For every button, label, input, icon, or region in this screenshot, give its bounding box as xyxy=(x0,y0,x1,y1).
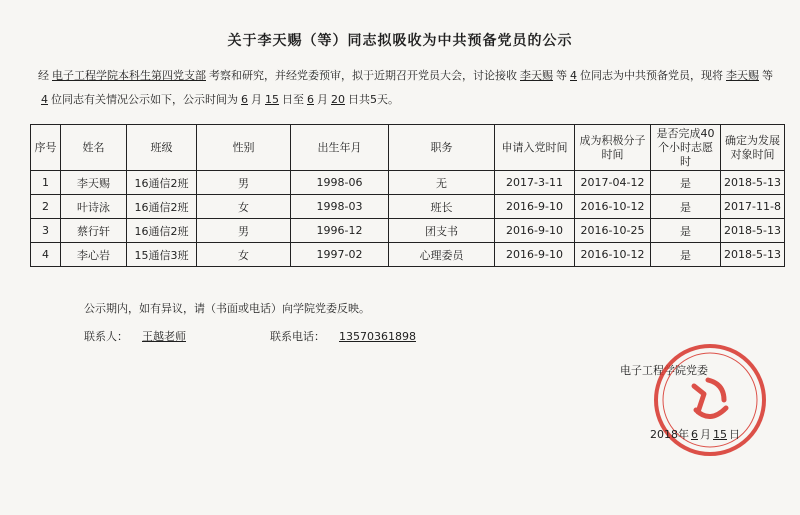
table-row xyxy=(31,219,785,243)
table-cell: 2017-04-12 xyxy=(575,171,651,195)
document-title: 关于李天赐（等）同志拟吸收为中共预备党员的公示 xyxy=(227,33,573,49)
column-header: 是否完成40个小时志愿时 xyxy=(651,125,721,171)
start-day: 15 xyxy=(265,93,279,106)
table-cell: 2018-5-13 xyxy=(721,171,785,195)
table-cell: 2016-10-12 xyxy=(575,195,651,219)
table-cell: 1998-06 xyxy=(291,171,389,195)
intro-text: 日共5天。 xyxy=(348,93,399,106)
contact-person-label: 联系人： xyxy=(84,330,128,343)
column-header: 序号 xyxy=(31,125,61,171)
table-cell: 男 xyxy=(197,219,291,243)
table-cell: 李心岩 xyxy=(61,243,127,267)
table-cell: 无 xyxy=(389,171,495,195)
table-cell: 团支书 xyxy=(389,219,495,243)
intro-text: 月 xyxy=(251,93,262,106)
column-header: 申请入党时间 xyxy=(495,125,575,171)
intro-text: 经 xyxy=(38,69,49,82)
table-cell: 女 xyxy=(197,243,291,267)
candidate-count: 4 xyxy=(41,93,48,106)
intro-paragraph xyxy=(38,64,778,112)
column-header: 确定为发展对象时间 xyxy=(721,125,785,171)
table-cell: 叶诗泳 xyxy=(61,195,127,219)
table-cell: 3 xyxy=(31,219,61,243)
column-header: 职务 xyxy=(389,125,495,171)
table-row xyxy=(31,171,785,195)
column-header: 出生年月 xyxy=(291,125,389,171)
table-cell: 2016-9-10 xyxy=(495,243,575,267)
issue-date xyxy=(650,426,740,442)
table-row xyxy=(31,243,785,267)
intro-text: 位同志为中共预备党员，现将 xyxy=(580,69,723,82)
table-row xyxy=(31,195,785,219)
intro-text: 等 xyxy=(556,69,567,82)
column-header: 成为积极分子时间 xyxy=(575,125,651,171)
date-text: 年 xyxy=(678,428,689,441)
table-cell: 李天赐 xyxy=(61,171,127,195)
table-header-row xyxy=(31,125,785,171)
intro-text: 考察和研究，并经党委预审，拟于近期召开党员大会，讨论接收 xyxy=(209,69,517,82)
intro-text: 月 xyxy=(317,93,328,106)
contact-person-name: 王越老师 xyxy=(142,330,186,343)
table-cell: 2 xyxy=(31,195,61,219)
table-cell: 女 xyxy=(197,195,291,219)
table-cell: 2016-9-10 xyxy=(495,219,575,243)
table-cell: 男 xyxy=(197,171,291,195)
table-cell: 是 xyxy=(651,171,721,195)
table-cell: 1 xyxy=(31,171,61,195)
table-cell: 1997-02 xyxy=(291,243,389,267)
issue-year: 2018 xyxy=(650,428,678,441)
date-text: 月 xyxy=(700,428,711,441)
table-cell: 16通信2班 xyxy=(127,171,197,195)
table-cell: 2016-10-12 xyxy=(575,243,651,267)
candidate-table xyxy=(30,124,785,267)
column-header: 班级 xyxy=(127,125,197,171)
table-cell: 是 xyxy=(651,243,721,267)
table-cell: 1998-03 xyxy=(291,195,389,219)
candidate-name: 李天赐 xyxy=(726,69,759,82)
column-header: 姓名 xyxy=(61,125,127,171)
intro-text: 位同志有关情况公示如下，公示时间为 xyxy=(51,93,238,106)
table-cell: 15通信3班 xyxy=(127,243,197,267)
intro-text: 等 xyxy=(762,69,773,82)
issue-day: 15 xyxy=(713,428,727,441)
table-cell: 16通信2班 xyxy=(127,195,197,219)
contact-phone xyxy=(270,328,430,344)
issue-month: 6 xyxy=(691,428,698,441)
table-cell: 班长 xyxy=(389,195,495,219)
intro-text: 日至 xyxy=(282,93,304,106)
contact-person xyxy=(84,328,200,344)
table-cell: 1996-12 xyxy=(291,219,389,243)
table-cell: 2016-9-10 xyxy=(495,195,575,219)
candidate-count: 4 xyxy=(570,69,577,82)
end-month: 6 xyxy=(307,93,314,106)
table-cell: 2018-5-13 xyxy=(721,219,785,243)
objection-notice: 公示期内，如有异议，请（书面或电话）向学院党委反映。 xyxy=(84,302,370,315)
table-cell: 是 xyxy=(651,195,721,219)
start-month: 6 xyxy=(241,93,248,106)
issuer-signoff: 电子工程学院党委 xyxy=(620,364,708,377)
table-cell: 4 xyxy=(31,243,61,267)
contact-phone-number: 13570361898 xyxy=(339,330,416,343)
party-seal-stamp xyxy=(650,340,770,460)
contact-phone-label: 联系电话： xyxy=(270,330,325,343)
table-cell: 2017-3-11 xyxy=(495,171,575,195)
column-header: 性别 xyxy=(197,125,291,171)
table-cell: 是 xyxy=(651,219,721,243)
table-cell: 蔡行轩 xyxy=(61,219,127,243)
table-cell: 2017-11-8 xyxy=(721,195,785,219)
end-day: 20 xyxy=(331,93,345,106)
table-cell: 2016-10-25 xyxy=(575,219,651,243)
branch-name: 电子工程学院本科生第四党支部 xyxy=(52,69,206,82)
table-cell: 2018-5-13 xyxy=(721,243,785,267)
candidate-name: 李天赐 xyxy=(520,69,553,82)
table-cell: 16通信2班 xyxy=(127,219,197,243)
table-cell: 心理委员 xyxy=(389,243,495,267)
date-text: 日 xyxy=(729,428,740,441)
